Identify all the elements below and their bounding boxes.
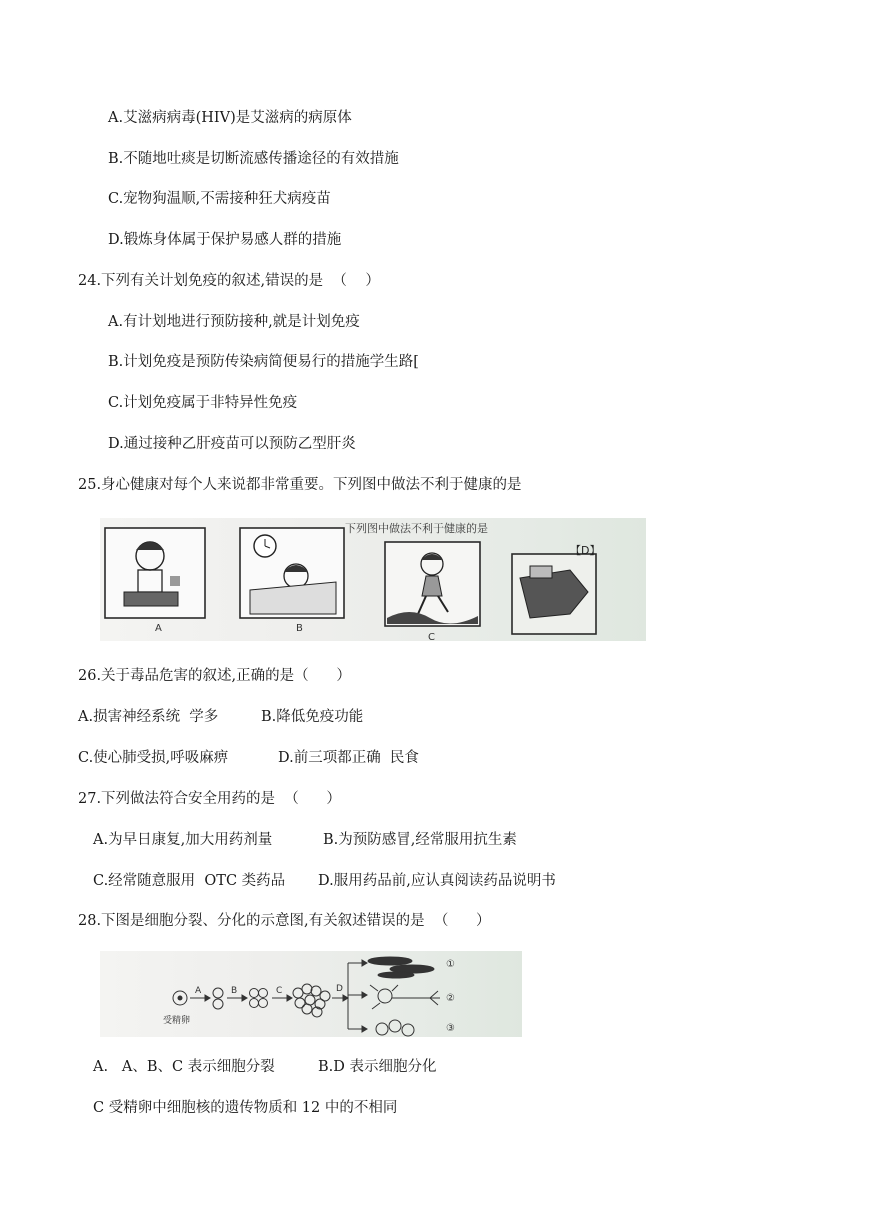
q28-option-b: B.D 表示细胞分化 (318, 1059, 437, 1075)
cell-number-2: ② (446, 993, 455, 1004)
q25-answer-tag: 【D】 (570, 544, 601, 557)
q26-option-b: B.降低免疫功能 (261, 709, 364, 725)
q25-photo-caption: 下列图中做法不利于健康的是 (345, 522, 488, 535)
arrow-label-a: A (195, 986, 202, 996)
q24-option-b: B.计划免疫是预防传染病简便易行的措施学生路[ (108, 354, 419, 370)
q23-option-c: C.宠物狗温顺,不需接种狂犬病疫苗 (108, 191, 331, 207)
q27-option-c: C.经常随意服用 OTC 类药品 (93, 873, 286, 889)
q25-label-c: C (428, 632, 435, 641)
q28-figure (100, 951, 522, 1037)
cell-cluster (293, 984, 330, 1017)
q27-option-d: D.服用药品前,应认真阅读药品说明书 (318, 873, 556, 889)
q28-option-c: C 受精卵中细胞核的遗传物质和 12 中的不相同 (93, 1100, 398, 1116)
arrow-label-d: D (336, 984, 343, 994)
q26-option-a: A.损害神经系统 学多 (78, 709, 219, 725)
egg-label: 受精卵 (163, 1016, 191, 1026)
cell-number-1: ① (446, 959, 455, 970)
q25-panel-c (385, 542, 480, 641)
q23-option-d: D.锻炼身体属于保护易感人群的措施 (108, 232, 342, 248)
q25-label-a: A (155, 623, 162, 634)
q25-stem: 25.身心健康对每个人来说都非常重要。下列图中做法不利于健康的是 (78, 477, 522, 493)
q27-option-b: B.为预防感冒,经常服用抗生素 (323, 832, 517, 848)
q25-label-b: B (296, 623, 303, 634)
arrow-label-c: C (276, 986, 283, 996)
q27-stem: 27.下列做法符合安全用药的是 （ ） (78, 791, 341, 807)
q25-figure (100, 518, 646, 641)
q24-option-c: C.计划免疫属于非特异性免疫 (108, 395, 298, 411)
q25-panel-a (105, 528, 205, 634)
q24-option-d: D.通过接种乙肝疫苗可以预防乙型肝炎 (108, 436, 356, 452)
q23-option-b: B.不随地吐痰是切断流感传播途径的有效措施 (108, 151, 399, 167)
q25-panel-b (240, 528, 344, 634)
q27-option-a: A.为早日康复,加大用药剂量 (93, 832, 273, 848)
q25-panel-d (512, 544, 600, 634)
q28-stem: 28.下图是细胞分裂、分化的示意图,有关叙述错误的是 （ ） (78, 913, 491, 929)
cell-number-3: ③ (446, 1023, 455, 1034)
arrow-label-b: B (231, 986, 238, 996)
q26-option-d: D.前三项都正确 民食 (278, 750, 419, 766)
q28-option-a: A. A、B、C 表示细胞分裂 (93, 1059, 275, 1075)
q24-stem: 24.下列有关计划免疫的叙述,错误的是 （ ） (78, 273, 380, 289)
q24-option-a: A.有计划地进行预防接种,就是计划免疫 (108, 314, 360, 330)
q26-option-c: C.使心肺受损,呼吸麻痹 (78, 750, 229, 766)
q23-option-a: A.艾滋病病毒(HIV)是艾滋病的病原体 (108, 110, 352, 126)
q26-stem: 26.关于毒品危害的叙述,正确的是（ ） (78, 668, 351, 684)
